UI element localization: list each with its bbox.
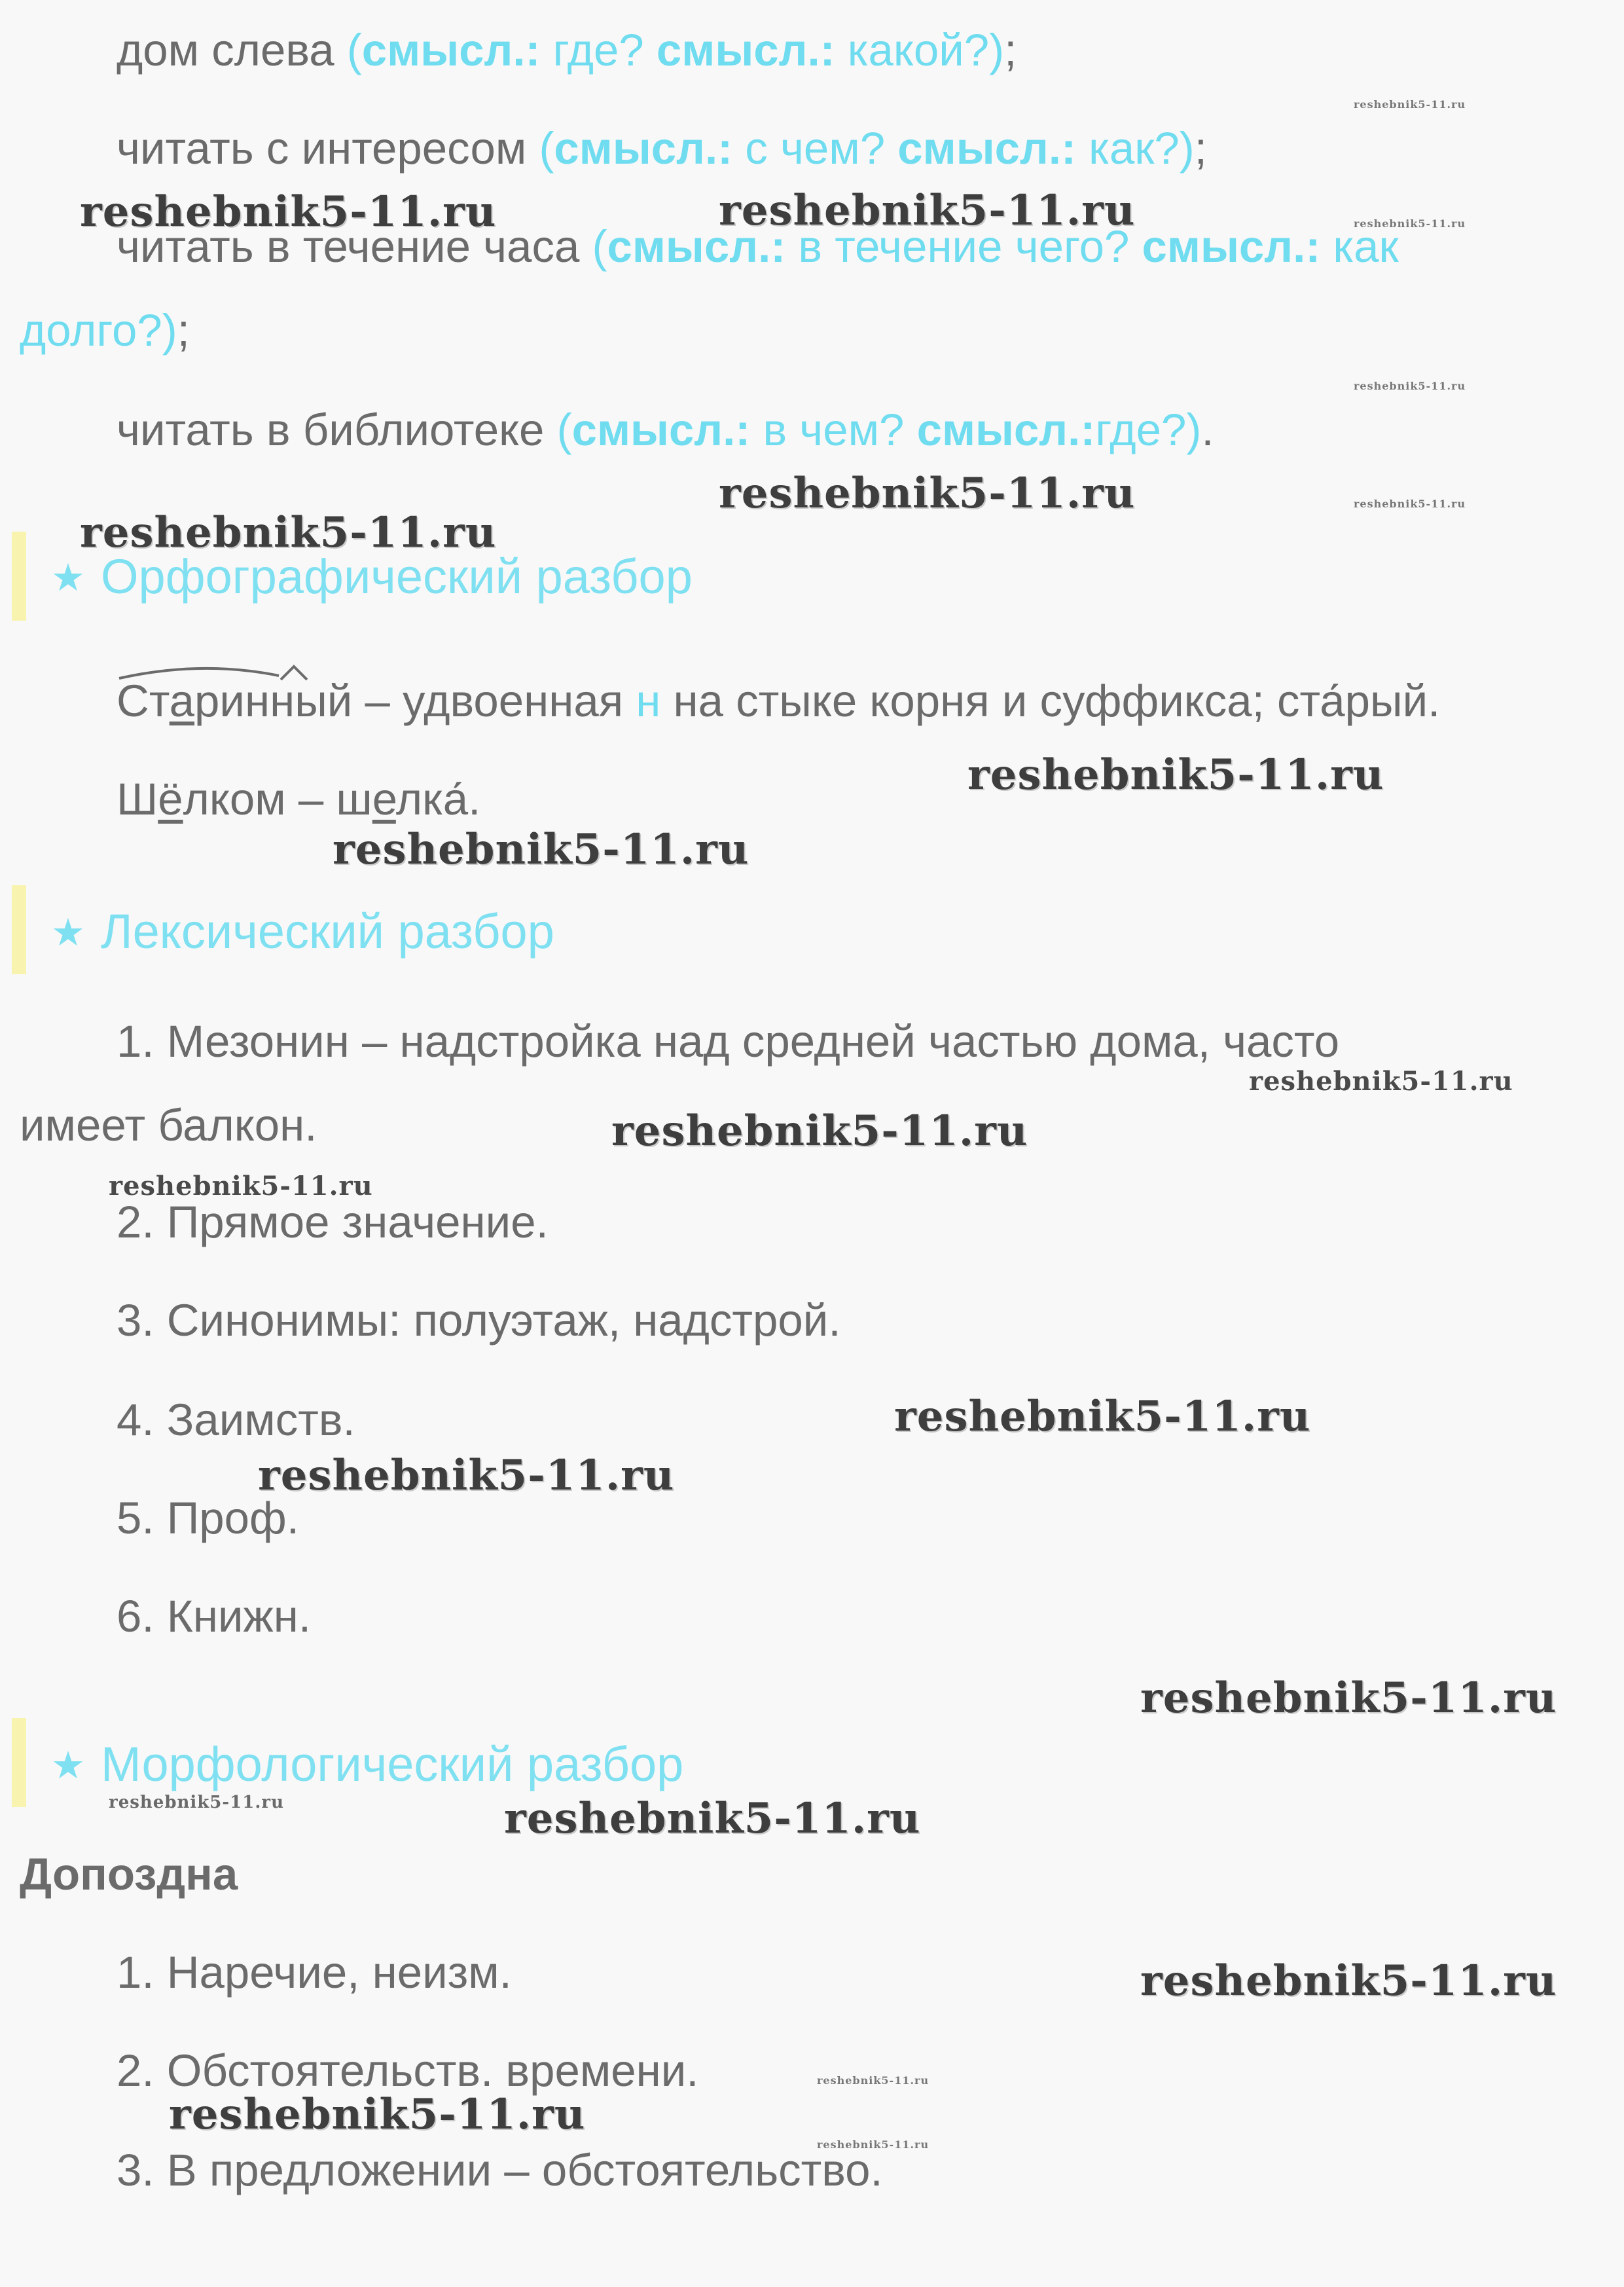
star-icon: ★ — [51, 911, 85, 954]
section-marker-bar — [12, 532, 26, 621]
morph-word-heading: Допоздна — [20, 1849, 238, 1899]
section-marker-bar — [12, 1718, 26, 1807]
morph-item-1: 1. Наречие, неизм. — [117, 1947, 512, 1998]
lex-item-5: 5. Проф. — [117, 1493, 299, 1543]
watermark: reshebnik5-11.ru — [80, 508, 497, 557]
phrase-line-1: дом слева (смысл.: где? смысл.: какой?); — [117, 25, 1017, 75]
watermark: reshebnik5-11.ru — [169, 2090, 586, 2139]
watermark: reshebnik5-11.ru — [1140, 1674, 1557, 1723]
watermark: reshebnik5-11.ru — [1354, 498, 1466, 510]
watermark: reshebnik5-11.ru — [719, 469, 1136, 518]
watermark: reshebnik5-11.ru — [817, 2138, 929, 2151]
watermark: reshebnik5-11.ru — [80, 187, 497, 236]
section-marker-bar — [12, 885, 26, 974]
watermark: reshebnik5-11.ru — [894, 1392, 1311, 1441]
watermark: reshebnik5-11.ru — [967, 750, 1384, 799]
watermark: reshebnik5-11.ru — [817, 2074, 929, 2087]
watermark: reshebnik5-11.ru — [504, 1794, 921, 1843]
lex-item-1: 1. Мезонин – надстройка над средней частью дома, часто — [117, 1016, 1340, 1067]
watermark: reshebnik5-11.ru — [1354, 98, 1466, 111]
morph-item-3: 3. В предложении – обстоятельство. — [117, 2145, 883, 2195]
watermark: reshebnik5-11.ru — [1354, 217, 1466, 230]
watermark: reshebnik5-11.ru — [719, 186, 1136, 235]
lex-item-4: 4. Заимств. — [117, 1395, 355, 1445]
lex-item-2: 2. Прямое значение. — [117, 1197, 549, 1247]
phrase-line-2: читать с интересом (смысл.: с чем? смысл.: как?); — [117, 123, 1207, 174]
ortho-line-2: Шёлком – шелка́. — [117, 774, 481, 824]
watermark: reshebnik5-11.ru — [258, 1451, 675, 1500]
section-title-ortho: ★ Орфографический разбор — [51, 549, 693, 604]
watermark: reshebnik5-11.ru — [611, 1107, 1028, 1156]
lex-item-6: 6. Книжн. — [117, 1591, 311, 1641]
watermark: reshebnik5-11.ru — [333, 825, 749, 874]
watermark: reshebnik5-11.ru — [109, 1171, 373, 1201]
star-icon: ★ — [51, 557, 85, 599]
phrase-line-4: читать в библиотеке (смысл.: в чем? смысл.:где?). — [117, 405, 1214, 455]
star-icon: ★ — [51, 1744, 85, 1787]
phrase-line-3-cont: долго?); — [20, 305, 190, 356]
lex-item-1-cont: имеет балкон. — [20, 1100, 317, 1150]
section-title-lex: ★ Лексический разбор — [51, 904, 554, 959]
watermark: reshebnik5-11.ru — [1249, 1066, 1513, 1097]
watermark: reshebnik5-11.ru — [1354, 380, 1466, 392]
ortho-line-1: Старинный – удвоенная н на стыке корня и суффикса; ста́рый. — [117, 676, 1441, 726]
watermark: reshebnik5-11.ru — [1140, 1956, 1557, 2005]
morph-item-2: 2. Обстоятельств. времени. — [117, 2045, 699, 2096]
watermark: reshebnik5-11.ru — [109, 1793, 285, 1812]
phrase-line-3: читать в течение часа (смысл.: в течение чего? смысл.: как — [117, 221, 1399, 272]
section-title-morph: ★ Морфологический разбор — [51, 1737, 684, 1791]
lex-item-3: 3. Синонимы: полуэтаж, надстрой. — [117, 1295, 841, 1345]
